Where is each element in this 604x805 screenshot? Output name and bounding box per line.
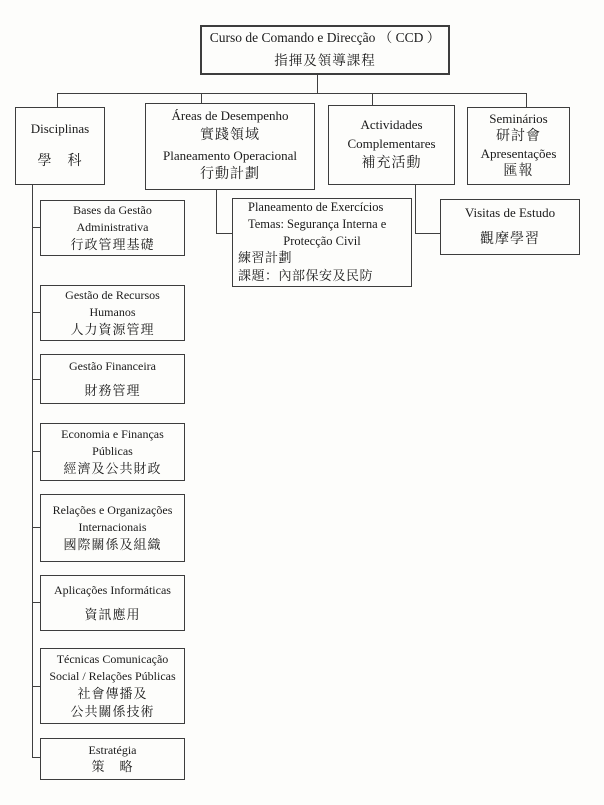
text-line: 課題：內部保安及民防 bbox=[238, 268, 374, 284]
text-line: Temas: Segurança Interna e bbox=[248, 217, 387, 231]
text-line: Administrativa bbox=[76, 219, 149, 234]
text-line: 行政管理基礎 bbox=[70, 236, 155, 252]
text-line: Bases da Gestão bbox=[73, 203, 152, 218]
course-title-zh: 指揮及領導課程 bbox=[274, 53, 376, 68]
text-line: 人力資源管理 bbox=[70, 321, 155, 337]
text-line: Apresentações bbox=[480, 146, 557, 161]
text-line: Aplicações Informáticas bbox=[54, 583, 171, 597]
text-line: Complementares bbox=[347, 135, 436, 151]
text-line: Actividades bbox=[360, 117, 423, 132]
node-actividades-complementares bbox=[328, 105, 455, 185]
text-line: 財務管理 bbox=[84, 382, 141, 398]
text-line: Públicas bbox=[92, 443, 133, 458]
text-line: 國際關係及組織 bbox=[63, 536, 162, 552]
text-line: 研討會 bbox=[496, 128, 541, 144]
node-course-title bbox=[200, 25, 450, 75]
text-line: Técnicas Comunicação bbox=[56, 652, 169, 667]
text-line: Gestão Financeira bbox=[69, 359, 156, 373]
node-seminarios bbox=[467, 107, 570, 185]
text-line: Disciplinas bbox=[30, 120, 90, 136]
text-line: 公共關係技術 bbox=[70, 703, 155, 719]
node-subject-estrategia bbox=[40, 738, 185, 780]
text-line: 經濟及公共財政 bbox=[63, 460, 162, 476]
text-line: Áreas de Desempenho bbox=[171, 108, 289, 124]
connector-root-drop bbox=[317, 75, 318, 94]
text-line: 資訊應用 bbox=[84, 606, 141, 622]
node-visitas-estudo bbox=[440, 199, 580, 255]
text-line: Economia e Finanças bbox=[61, 427, 164, 442]
text-line: Protecção Civil bbox=[283, 233, 361, 248]
connector-level1-rail bbox=[57, 93, 527, 94]
text-line: 觀摩學習 bbox=[480, 231, 540, 247]
text-line: 練習計劃 bbox=[238, 250, 293, 266]
connector-stub-seminarios bbox=[526, 93, 527, 108]
connector-stub-disciplinas bbox=[57, 93, 58, 108]
connector-areas-elbow bbox=[216, 233, 233, 234]
course-title-pt: Curso de Comando e Direcção （ CCD ） bbox=[209, 30, 441, 46]
text-line: Relações e Organizações bbox=[52, 503, 173, 518]
text-line: Estratégia bbox=[88, 742, 137, 757]
connector-areas-drop bbox=[216, 190, 217, 234]
connector-actividades-elbow bbox=[415, 233, 441, 234]
text-line: 匯報 bbox=[503, 163, 534, 179]
connector-actividades-drop bbox=[415, 185, 416, 234]
node-subject-economia-financas-publicas bbox=[40, 423, 185, 481]
node-areas-desempenho bbox=[145, 103, 315, 190]
text-line: 實踐領域 bbox=[200, 128, 260, 144]
node-disciplinas bbox=[15, 107, 105, 185]
text-line: 社會傳播及 bbox=[77, 685, 148, 701]
text-line: Planeamento Operacional bbox=[163, 147, 297, 163]
text-line: Internacionais bbox=[78, 519, 147, 534]
text-line: 策 略 bbox=[91, 759, 134, 775]
node-planeamento-exercicios bbox=[232, 198, 412, 287]
node-subject-gestao-financeira bbox=[40, 354, 185, 404]
text-line: Humanos bbox=[89, 304, 136, 319]
text-line: Social / Relações Públicas bbox=[49, 668, 176, 683]
text-line: Seminários bbox=[489, 110, 548, 126]
text-line: Visitas de Estudo bbox=[464, 204, 556, 220]
node-subject-gestao-recursos-humanos bbox=[40, 285, 185, 341]
node-subject-bases-gestao-administrativa bbox=[40, 200, 185, 256]
text-line: 行動計劃 bbox=[200, 167, 260, 183]
connector-subjects-spine bbox=[32, 185, 33, 758]
text-line: 補充活動 bbox=[361, 155, 422, 171]
text-line: Planeamento de Exercícios bbox=[248, 200, 384, 215]
text-line: Gestão de Recursos bbox=[65, 288, 160, 303]
node-subject-relacoes-organizacoes-internacionais bbox=[40, 494, 185, 562]
text-line: 學 科 bbox=[37, 153, 83, 169]
node-subject-tecnicas-comunicacao-social bbox=[40, 648, 185, 724]
node-subject-aplicacoes-informaticas bbox=[40, 575, 185, 631]
